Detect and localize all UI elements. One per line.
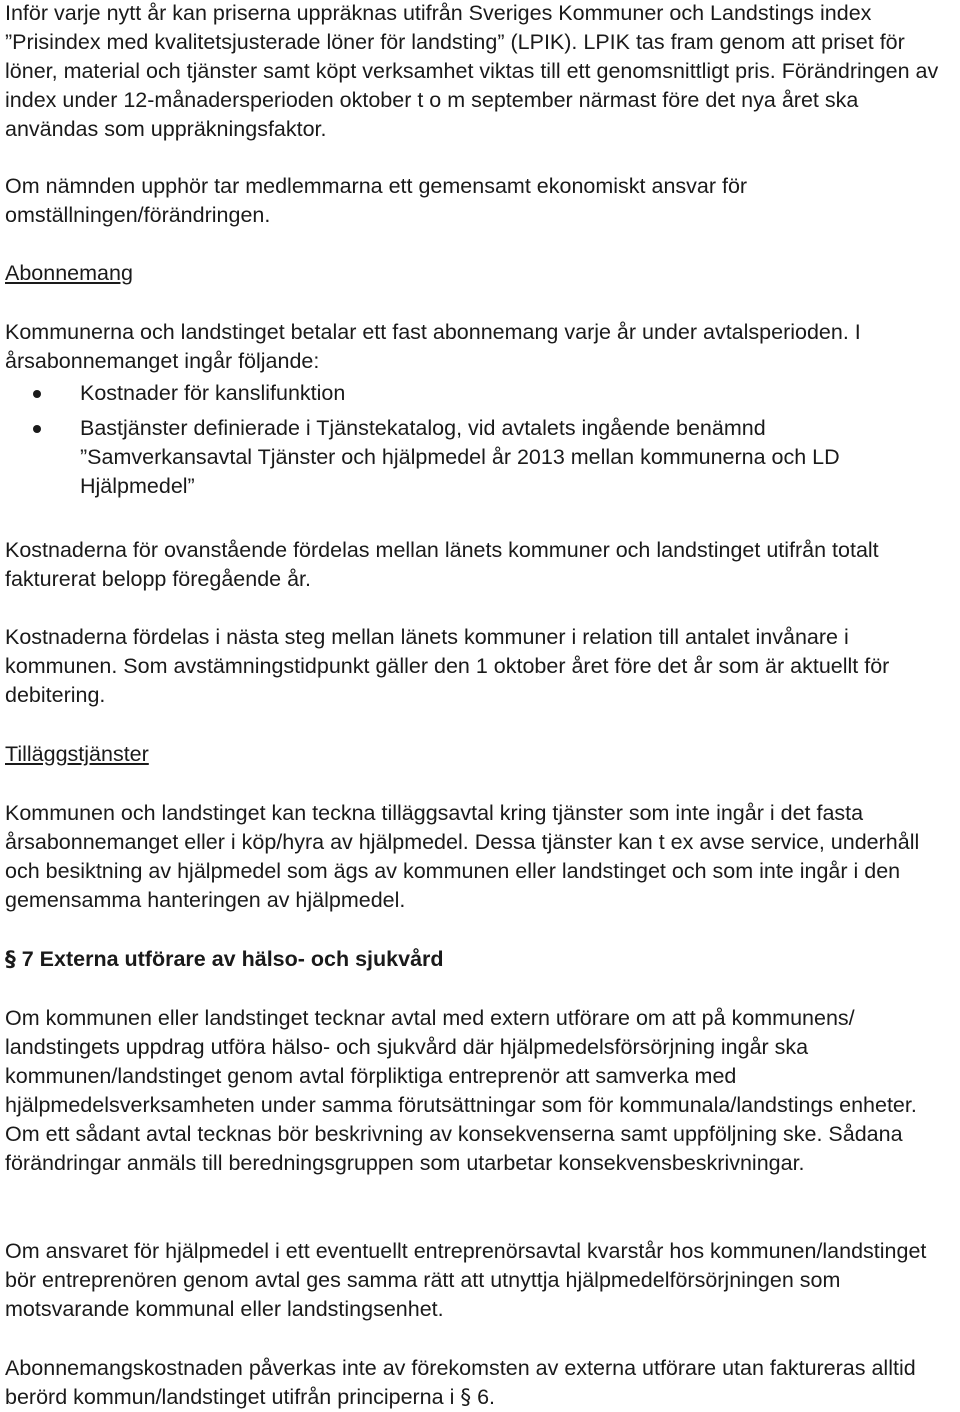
- section-7-paragraph-2: Om ansvaret för hjälpmedel i ett eventuellt entreprenörsavtal kvarstår hos kommunen/landstinget bör entreprenören genom avtal ges samma rätt att utnyttja hjälpmedelförsörjningen som motsvarande kommunal eller landstingsenhet.: [5, 1239, 927, 1321]
- section-7-paragraph-1: Om kommunen eller landstinget tecknar avtal med extern utförare om att på kommunens/ landstingets uppdrag utföra hälso- och sjukvård där hjälpmedelsförsörjning ingår ska kommunen/landstinget genom avtal förpliktiga entreprenör att samverka med hjälpmedelsverksamheten under samma förutsättningar som för kommunala/landstings enheter. Om ett sådant avtal tecknas bör beskrivning av konsekvenserna samt uppföljning ske. Sådana förändringar anmäls till beredningsgruppen som utarbetar konsekvensbeskrivningar.: [5, 1006, 917, 1175]
- list-item-text: Kostnader för kanslifunktion: [80, 381, 346, 405]
- list-item-text: Bastjänster definierade i Tjänstekatalog, vid avtalets ingående benämnd ”Samverkansavtal Tjänster och hjälpmedel år 2013 mellan kommunerna och LD Hjälpmedel”: [80, 416, 840, 498]
- heading-tillaggstjanster: Tilläggstjänster: [5, 742, 149, 766]
- abonnemang-paragraph-2: Kostnaderna för ovanstående fördelas mellan länets kommuner och landstinget utifrån totalt fakturerat belopp föregående år.: [5, 538, 879, 591]
- abonnemang-paragraph-3: Kostnaderna fördelas i nästa steg mellan länets kommuner i relation till antalet invånare i kommunen. Som avstämningstidpunkt gäller den 1 oktober året före det år som är aktuellt för debitering.: [5, 625, 890, 707]
- section-7-heading: [5, 945, 955, 974]
- abonnemang-paragraph-1: Kommunerna och landstinget betalar ett fast abonnemang varje år under avtalsperioden. I årsabonnemanget ingår följande:: [5, 320, 861, 373]
- section-reference: 6.: [477, 1385, 495, 1409]
- section-7-paragraph-3: [5, 1354, 955, 1412]
- tillagg-paragraph: Kommunen och landstinget kan teckna tilläggsavtal kring tjänster som inte ingår i det fasta årsabonnemanget eller i köp/hyra av hjälpmedel. Dessa tjänster kan t ex avse service, underhåll och besiktning av hjälpmedel som ägs av kommunen eller landstinget och som inte ingår i den gemensamma hanteringen av hjälpmedel.: [5, 801, 920, 912]
- section-sign: §: [5, 947, 16, 972]
- section-sign: §: [460, 1385, 472, 1410]
- heading-abonnemang: Abonnemang: [5, 261, 133, 285]
- section-7-title: 7 Externa utförare av hälso- och sjukvård: [21, 947, 444, 971]
- bullet-icon: [33, 390, 41, 398]
- paragraph-3-text: Abonnemangskostnaden påverkas inte av förekomsten av externa utförare utan faktureras alltid berörd kommun/landstinget utifrån principerna i: [5, 1356, 916, 1409]
- intro-paragraph-index: Inför varje nytt år kan priserna uppräknas utifrån Sveriges Kommuner och Landstings index ”Prisindex med kvalitetsjusterade löner för landsting” (LPIK). LPIK tas fram genom att priset för löner, material och tjänster samt köpt verksamhet viktas till ett genomsnittligt pris. Förändringen av index under 12-månadersperioden oktober t o m september närmast före det nya året ska användas som uppräkningsfaktor.: [5, 1, 939, 141]
- intro-paragraph-responsibility: Om nämnden upphör tar medlemmarna ett gemensamt ekonomiskt ansvar för omställningen/förändringen.: [5, 174, 748, 227]
- bullet-icon: [33, 425, 41, 433]
